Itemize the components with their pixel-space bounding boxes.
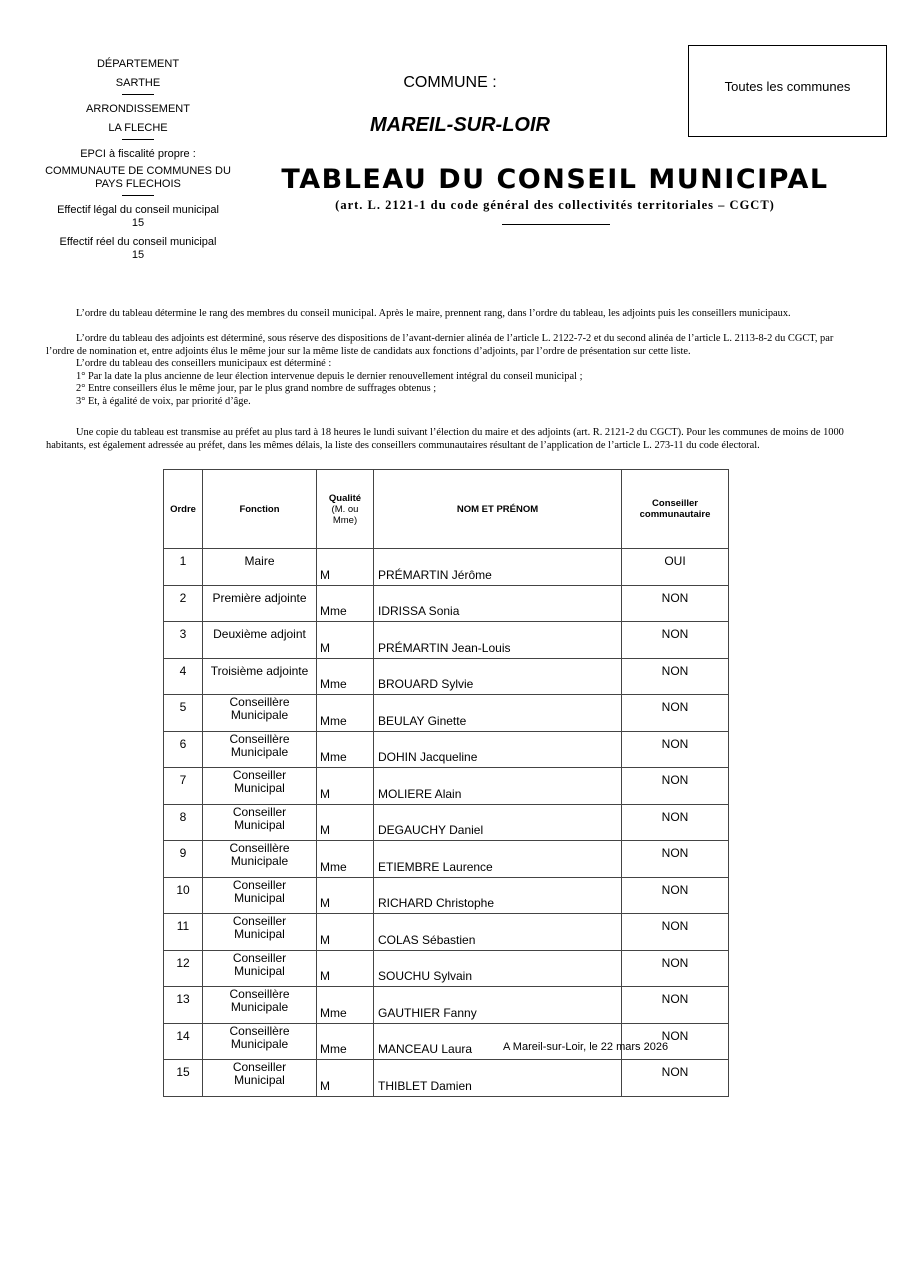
fonction-line: Municipale [230,854,289,868]
conseil-table [163,469,729,1097]
cell-qualite: M [317,1060,374,1097]
cell-ordre: 10 [164,877,203,914]
header-qualite [317,470,374,549]
cell-nom: PRÉMARTIN Jérôme [374,549,622,586]
table-row [164,841,729,878]
fonction-line: Conseiller [232,914,287,928]
fonction-line: Conseillère [229,731,290,746]
fonction-line: Troisième adjointe [210,663,309,678]
cell-qualite: Mme [317,658,374,695]
cell-conseiller-communautaire: NON [622,841,729,878]
cell-nom: GAUTHIER Fanny [374,987,622,1024]
epci-value-line1: COMMUNAUTE DE COMMUNES DU [45,165,231,177]
cell-qualite: M [317,877,374,914]
epci-label: EPCI à fiscalité propre : [80,148,196,160]
intro-paragraph-2: L’ordre du tableau des adjoints est déterminé, sous réserve des dispositions de l’avant-dernier alinéa de l’article L. 2122-7-2 et du second alinéa de l’article L. 2113-8-2 du CGCT, par l’ordre de nomination et, entre adjoints élus le même jour sur la même liste de candidats aux fonctions d’adjoints, par l’ordre de présentation sur cette liste. L’ordre du tableau des conseillers municipaux est déterminé : 1° Par la date la plus ancienne de leur élection intervenue depuis le dernier renouvellement intégral du conseil municipal ; 2° Entre conseillers élus le même jour, par le plus grand nombre de suffrages obtenus ; 3° Et, à égalité de voix, par priorité d’âge. [46,333,856,408]
cell-nom: PRÉMARTIN Jean-Louis [374,622,622,659]
cell-qualite: M [317,914,374,951]
cell-ordre: 14 [164,1023,203,1060]
cell-qualite: M [317,768,374,805]
fonction-line: Municipal [234,927,285,941]
cell-qualite: Mme [317,1023,374,1060]
cell-conseiller-communautaire: NON [622,914,729,951]
table-row [164,1060,729,1097]
fonction-line: Municipal [234,1073,285,1087]
table-row [164,950,729,987]
cell-fonction [203,804,317,841]
list-item: 3° Et, à égalité de voix, par priorité d’âge. [76,395,251,407]
header-ordre: Ordre [164,470,203,549]
cell-qualite: M [317,950,374,987]
cell-fonction [203,695,317,732]
fonction-line: Municipal [234,817,285,832]
intro-paragraph-4: Une copie du tableau est transmise au préfet au plus tard à 18 heures le lundi suivant l’élection du maire et des adjoints (art. R. 2121-2 du CGCT). Pour les communes de moins de 1000 habitants, est également adressée au préfet, dans les mêmes délais, la liste des conseillers communautaires résultant de l’application de l’article L. 273-11 du code électoral. [46,427,844,451]
table-row [164,768,729,805]
cell-conseiller-communautaire: NON [622,731,729,768]
commune-name: MAREIL-SUR-LOIR [370,114,550,136]
cell-nom: MOLIERE Alain [374,768,622,805]
fonction-line: Municipale [230,1036,289,1051]
cell-ordre: 7 [164,768,203,805]
cell-nom: THIBLET Damien [374,1060,622,1097]
cell-nom: COLAS Sébastien [374,914,622,951]
fonction-line: Municipal [234,890,285,905]
cell-fonction [203,950,317,987]
cell-fonction [203,585,317,622]
separator [122,139,154,140]
separator [122,195,154,196]
table-header-row [164,470,729,549]
table-row [164,914,729,951]
cell-ordre: 13 [164,987,203,1024]
cell-nom: SOUCHU Sylvain [374,950,622,987]
cell-fonction [203,914,317,951]
cell-fonction [203,768,317,805]
cell-conseiller-communautaire: NON [622,695,729,732]
header-conseiller-communautaire [622,470,729,549]
cell-conseiller-communautaire: OUI [622,549,729,586]
header-fonction: Fonction [203,470,317,549]
cell-conseiller-communautaire: NON [622,658,729,695]
fonction-line: Municipale [230,708,289,722]
cell-conseiller-communautaire: NON [622,877,729,914]
cell-qualite: Mme [317,731,374,768]
cell-fonction [203,549,317,586]
cell-conseiller-communautaire: NON [622,804,729,841]
cell-fonction [203,987,317,1024]
communes-box-text: Toutes les communes [724,79,851,94]
fonction-line: Municipal [234,781,285,795]
table-row [164,987,729,1024]
table-row [164,731,729,768]
fonction-line: Conseillère [229,841,290,855]
commune-label: COMMUNE : [403,74,497,91]
cell-conseiller-communautaire: NON [622,950,729,987]
cell-conseiller-communautaire: NON [622,768,729,805]
epci-value-line2: PAYS FLECHOIS [95,178,181,190]
cell-qualite: Mme [317,987,374,1024]
cell-ordre: 9 [164,841,203,878]
cell-fonction [203,731,317,768]
cell-qualite: Mme [317,841,374,878]
cell-fonction [203,658,317,695]
table-row [164,695,729,732]
cell-qualite: M [317,804,374,841]
effectif-legal-value: 15 [131,217,145,229]
separator [122,94,154,95]
cell-ordre: 12 [164,950,203,987]
list-item: 1° Par la date la plus ancienne de leur élection intervenue depuis le dernier renouvellement intégral du conseil municipal ; [76,370,583,382]
cell-fonction [203,1060,317,1097]
fonction-line: Municipale [230,1000,289,1014]
page-subtitle: (art. L. 2121-1 du code général des collectivités territoriales – CGCT) [335,198,775,212]
list-item: 2° Entre conseillers élus le même jour, par le plus grand nombre de suffrages obtenus ; [76,383,437,394]
page-title: TABLEAU DU CONSEIL MUNICIPAL [281,164,829,195]
fonction-line: Maire [244,554,275,568]
cell-nom: ETIEMBRE Laurence [374,841,622,878]
departement-value: SARTHE [115,77,161,89]
cell-fonction [203,622,317,659]
table-row [164,804,729,841]
fonction-line: Municipal [234,963,285,978]
fonction-line: Première adjointe [212,590,307,605]
arrondissement-value: LA FLECHE [108,122,168,134]
effectif-reel-label: Effectif réel du conseil municipal [59,236,217,248]
cell-ordre: 11 [164,914,203,951]
cell-fonction [203,1023,317,1060]
header-cc-line1: Conseiller [652,498,698,509]
intro-paragraph-3: L’ordre du tableau des conseillers municipaux est déterminé : [76,358,332,369]
effectif-legal-label: Effectif légal du conseil municipal [57,204,219,216]
cell-ordre: 6 [164,731,203,768]
fonction-line: Conseiller [232,768,287,782]
header-qualite-sub1: (M. ou [331,503,359,515]
cell-nom: BEULAY Ginette [374,695,622,732]
table-row [164,658,729,695]
fonction-line: Conseiller [232,804,287,819]
cell-qualite: Mme [317,695,374,732]
table-body [164,549,729,1097]
cell-qualite: Mme [317,585,374,622]
table-row [164,549,729,586]
header-left-block [40,58,236,262]
cell-conseiller-communautaire: NON [622,622,729,659]
cell-conseiller-communautaire: NON [622,987,729,1024]
fonction-line: Conseiller [232,877,287,892]
cell-nom: DEGAUCHY Daniel [374,804,622,841]
cell-qualite: M [317,622,374,659]
cell-fonction [203,841,317,878]
departement-label: DÉPARTEMENT [96,58,180,70]
fonction-line: Municipale [230,744,289,759]
cell-fonction [203,877,317,914]
effectif-reel-value: 15 [131,249,145,261]
table-row [164,585,729,622]
cell-ordre: 8 [164,804,203,841]
communes-box [688,45,887,137]
table-row [164,622,729,659]
cell-qualite: M [317,549,374,586]
cell-ordre: 15 [164,1060,203,1097]
arrondissement-label: ARRONDISSEMENT [86,103,190,115]
fonction-line: Deuxième adjoint [213,627,306,641]
cell-ordre: 4 [164,658,203,695]
cell-nom: RICHARD Christophe [374,877,622,914]
cell-ordre: 2 [164,585,203,622]
header-qualite-sub2: Mme) [332,514,358,526]
fonction-line: Conseillère [229,695,290,709]
cell-ordre: 3 [164,622,203,659]
title-underline [502,224,610,225]
cell-nom: MANCEAU Laura [374,1023,622,1060]
table-row [164,877,729,914]
cell-ordre: 5 [164,695,203,732]
signature-line: A Mareil-sur-Loir, le 22 mars 2026 [503,1041,669,1053]
cell-nom: IDRISSA Sonia [374,585,622,622]
header-cc-line2: communautaire [639,509,711,520]
cell-conseiller-communautaire: NON [622,585,729,622]
cell-ordre: 1 [164,549,203,586]
cell-conseiller-communautaire: NON [622,1023,729,1060]
fonction-line: Conseiller [232,950,287,965]
fonction-line: Conseiller [232,1060,287,1074]
fonction-line: Conseillère [229,1023,290,1038]
intro-paragraph-1: L’ordre du tableau détermine le rang des membres du conseil municipal. Après le maire, prennent rang, dans l’ordre du tableau, les adjoints puis les conseillers municipaux. [76,308,791,319]
cell-nom: BROUARD Sylvie [374,658,622,695]
header-qualite-title: Qualité [328,492,362,504]
header-nom: NOM ET PRÉNOM [374,470,622,549]
cell-nom: DOHIN Jacqueline [374,731,622,768]
fonction-line: Conseillère [229,987,290,1001]
cell-conseiller-communautaire: NON [622,1060,729,1097]
